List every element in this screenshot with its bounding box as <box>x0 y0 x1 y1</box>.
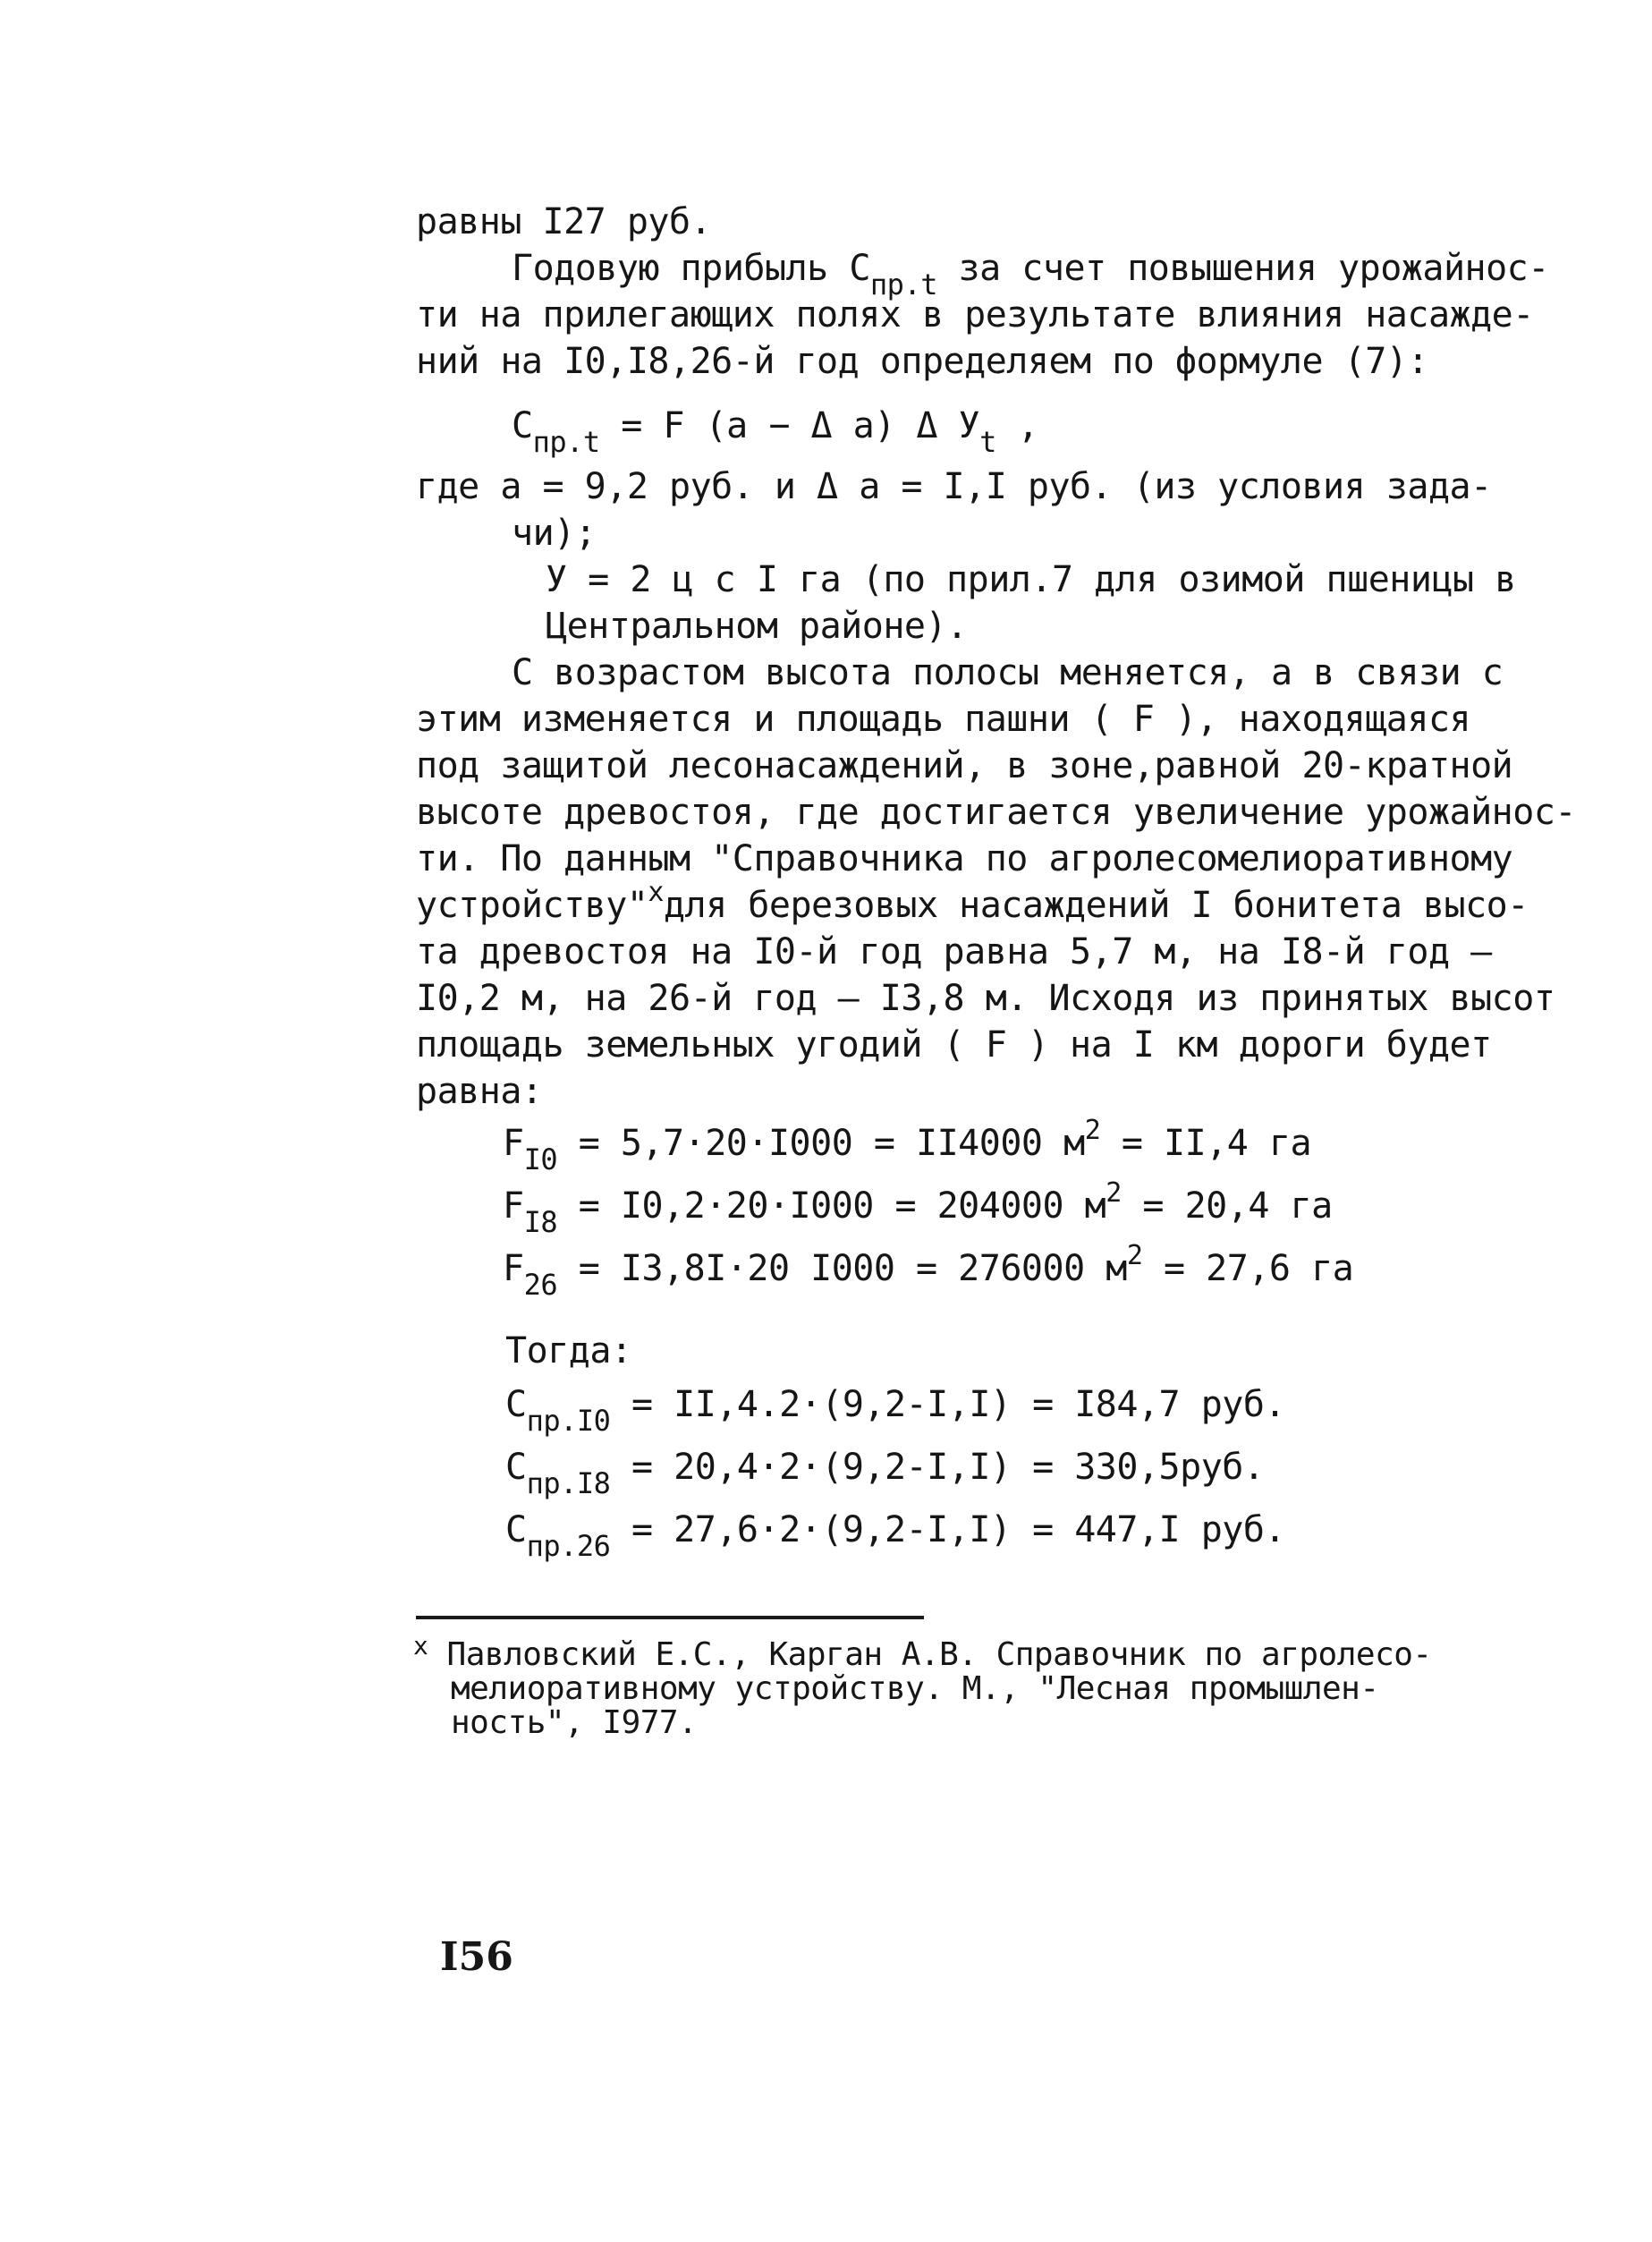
area-sup: 2 <box>1084 1115 1101 1146</box>
area-sub: 26 <box>523 1268 558 1302</box>
formula-tail: , <box>995 405 1039 446</box>
area-sup: 2 <box>1126 1240 1143 1271</box>
profit-18 <box>505 1444 1265 1500</box>
para1-line-3: ний на I0,I8,26-й год определяем по формуле (7): <box>416 341 1428 382</box>
area-expr: = I3,8I·20 I000 = 276000 м <box>557 1248 1127 1289</box>
para1-line-1 <box>512 245 1549 301</box>
para2-line-10: равна: <box>416 1071 543 1112</box>
where-line-3: У = 2 ц с I га (по прил.7 для озимой пшеницы в <box>546 559 1516 600</box>
profit-formula <box>512 403 1039 459</box>
where-line-4: Центральном районе). <box>546 606 968 647</box>
para2-line-6-a: устройству" <box>416 885 648 926</box>
area-sub: I8 <box>523 1205 558 1239</box>
para2-line-1: С возрастом высота полосы меняется, а в связи с <box>512 652 1504 693</box>
para2-line-5: ти. По данным "Справочника по агролесомелиоративному <box>416 838 1513 879</box>
area-sub: I0 <box>523 1142 558 1176</box>
area-result: = II,4 га <box>1100 1123 1312 1164</box>
profit-10 <box>505 1381 1286 1438</box>
area-f: F <box>503 1248 524 1289</box>
footnote-text-1: Павловский Е.С., Карган А.В. Справочник по агролесо- <box>446 1636 1432 1673</box>
footnote-line-3: ность", I977. <box>451 1704 698 1741</box>
para2-line-9: площадь земельных угодий ( F ) на I км дороги будет <box>416 1024 1492 1066</box>
area-f: F <box>503 1123 524 1164</box>
profit-sub: пр.26 <box>526 1529 611 1563</box>
then-label: Тогда: <box>505 1330 632 1372</box>
para1-line-2: ти на прилегающих полях в результате влияния насажде- <box>416 294 1534 335</box>
para1-line-1-sub: пр.t <box>869 268 937 301</box>
profit-c: С <box>505 1384 527 1425</box>
profit-sub: пр.I8 <box>526 1466 611 1500</box>
formula-y-sub: t <box>979 425 996 459</box>
formula-rest: = F (a − Δ a) Δ У <box>599 405 980 446</box>
where-line-1: где a = 9,2 руб. и Δ a = I,I руб. (из условия зада- <box>416 466 1492 507</box>
area-f: F <box>503 1185 524 1227</box>
footnote-mark: x <box>413 1631 428 1660</box>
footnote-reference: x <box>648 877 664 908</box>
area-formula-10 <box>503 1115 1312 1176</box>
para1-line-1-a: Годовую прибыль С <box>512 248 870 289</box>
area-formula-18 <box>503 1177 1333 1239</box>
area-formula-26 <box>503 1240 1354 1302</box>
para2-line-8: I0,2 м, на 26-й год – I3,8 м. Исходя из принятых высот <box>416 978 1555 1019</box>
formula-c: С <box>512 405 533 446</box>
profit-expr: = 27,6·2·(9,2-I,I) = 447,I руб. <box>610 1509 1286 1550</box>
area-result: = 20,4 га <box>1121 1185 1333 1227</box>
profit-c: С <box>505 1447 527 1488</box>
para2-line-3: под защитой лесонасаждений, в зоне,равной 20-кратной <box>416 745 1513 786</box>
profit-c: С <box>505 1509 527 1550</box>
profit-26 <box>505 1507 1286 1563</box>
area-expr: = 5,7·20·I000 = II4000 м <box>557 1123 1085 1164</box>
para2-line-7: та древостоя на I0-й год равна 5,7 м, на I8-й год – <box>416 931 1492 972</box>
footnote-divider <box>416 1616 924 1619</box>
footnote-line-1 <box>413 1631 1432 1675</box>
formula-c-sub: пр.t <box>532 425 600 459</box>
para2-line-6-b: для березовых насаждений I бонитета высо- <box>663 885 1529 926</box>
profit-expr: = 20,4·2·(9,2-I,I) = 330,5руб. <box>610 1447 1265 1488</box>
area-result: = 27,6 га <box>1142 1248 1354 1289</box>
para2-line-2: этим изменяется и площадь пашни ( F ), находящаяся <box>416 699 1471 740</box>
profit-expr: = II,4.2·(9,2-I,I) = I84,7 руб. <box>610 1384 1286 1425</box>
footnote-line-2: мелиоративному устройству. М., "Лесная промышлен- <box>451 1670 1379 1707</box>
intro-line: равны I27 руб. <box>416 201 712 242</box>
profit-sub: пр.I0 <box>526 1404 611 1438</box>
para2-line-4: высоте древостоя, где достигается увеличение урожайнос- <box>416 792 1577 833</box>
area-expr: = I0,2·20·I000 = 204000 м <box>557 1185 1106 1227</box>
page-number: I56 <box>440 1934 513 1980</box>
area-sup: 2 <box>1106 1177 1122 1209</box>
para2-line-6 <box>416 877 1529 932</box>
where-line-2: чи); <box>512 513 597 554</box>
para1-line-1-b: за счет повышения урожайнос- <box>936 248 1549 289</box>
